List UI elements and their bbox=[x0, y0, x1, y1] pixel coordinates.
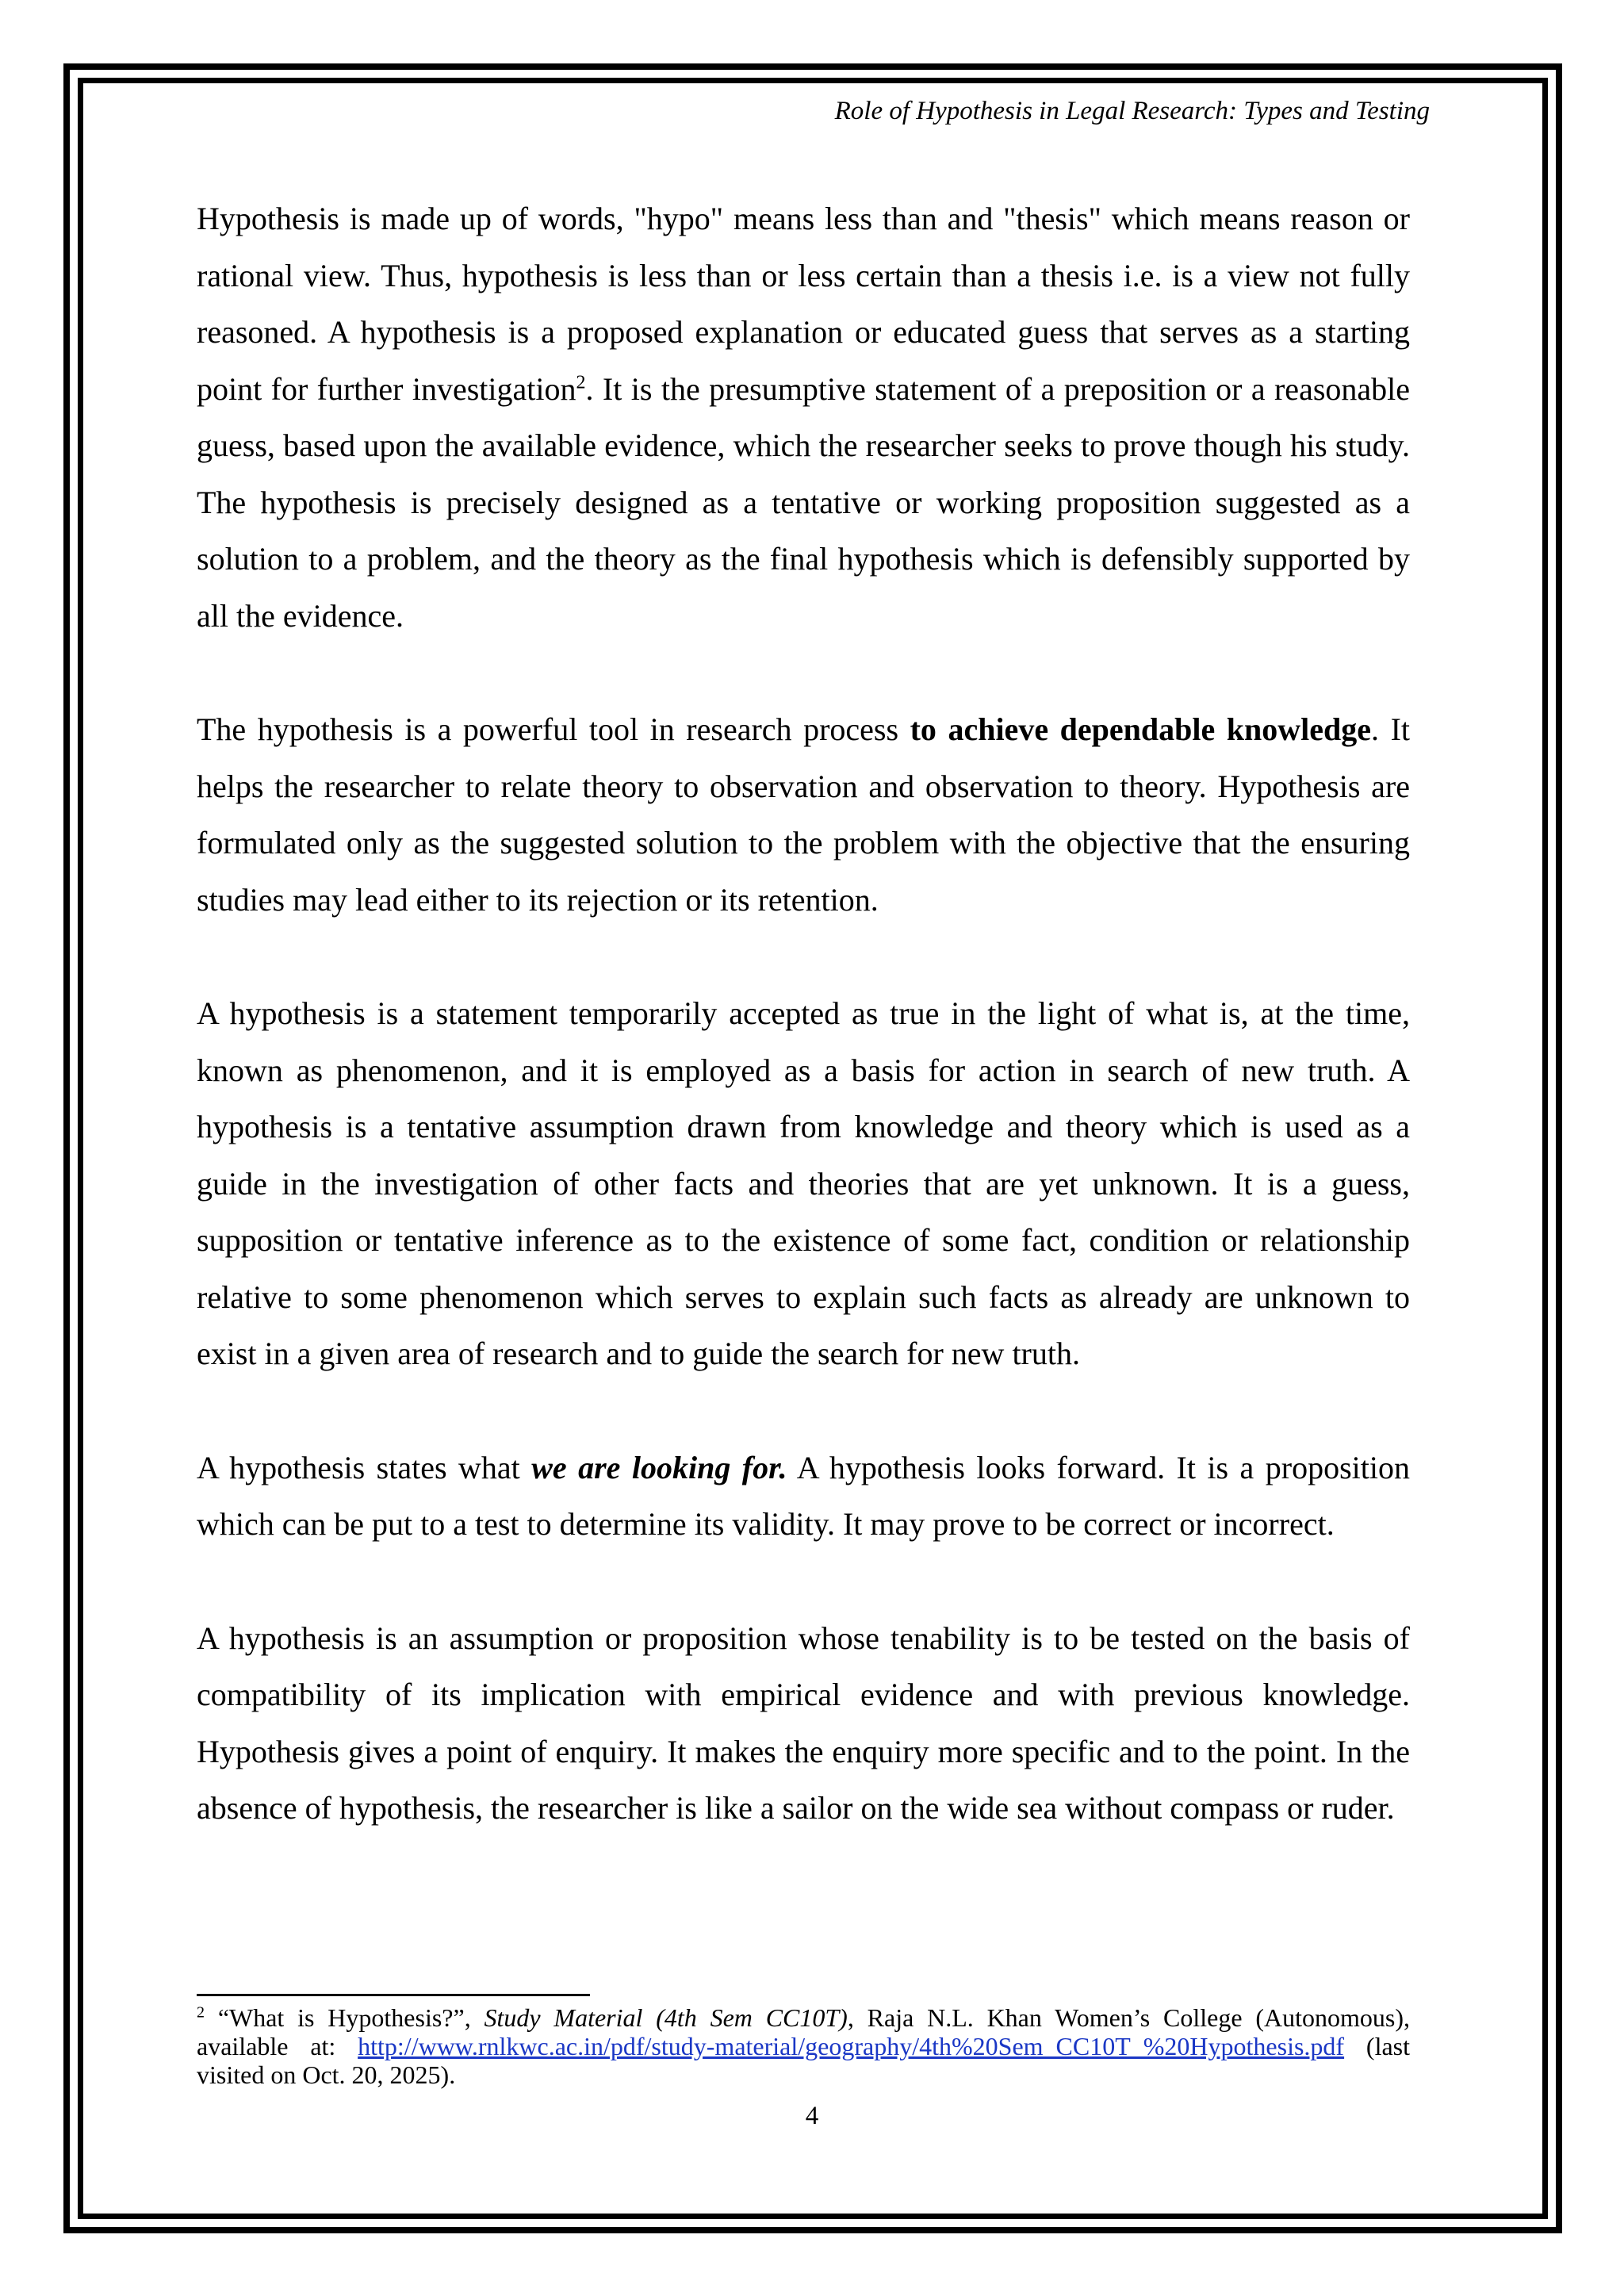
paragraph-4 bbox=[197, 1439, 1410, 1553]
paragraph-1 bbox=[197, 190, 1410, 644]
paragraph-4-emphasis: we are looking for. bbox=[531, 1449, 787, 1485]
footnote-separator bbox=[197, 1994, 590, 1996]
footnote-marker: 2 bbox=[197, 2003, 205, 2022]
paragraph-5: A hypothesis is an assumption or proposition whose tenability is to be tested on the basis of compatibility of its implication with empirical evidence and with previous knowledge. Hypothesis gives a point of enquiry. It makes the enquiry more specific and to the point. In the absence of hypothesis, the researcher is like a sailor on the wide sea without compass or ruder. bbox=[197, 1619, 1410, 1826]
paragraph-2-text-a: The hypothesis is a powerful tool in research process bbox=[197, 711, 910, 747]
paragraph-2-bold-phrase: to achieve dependable knowledge bbox=[910, 711, 1372, 747]
paragraph-4-text-a: A hypothesis states what bbox=[197, 1449, 532, 1485]
footnote-link[interactable]: http://www.rnlkwc.ac.in/pdf/study-material/geography/4th%20Sem_CC10T_%20Hypothesis.pdf bbox=[358, 2032, 1345, 2060]
footnote bbox=[197, 2003, 1410, 2089]
footnote-visited: (last visited on Oct. 20, 2025). bbox=[197, 2032, 1410, 2089]
paragraph-1-text-b: . It is the presumptive statement of a preposition or a reasonable guess, based upon the available evidence, which the researcher seeks to prove though his study. The hypothesis is precisely designed as a tentative or working proposition suggested as a solution to a problem, and the theory as the final hypothesis which is defensibly supported by all the evidence. bbox=[197, 370, 1411, 634]
paragraph-2 bbox=[197, 701, 1410, 928]
footnote-reference[interactable]: 2 bbox=[576, 372, 586, 393]
running-header: Role of Hypothesis in Legal Research: Types and Testing bbox=[834, 97, 1430, 125]
paragraph-1-text-a: Hypothesis is made up of words, "hypo" means less than and "thesis" which means reason or rational view. Thus, hypothesis is less than or less certain than a thesis i.e. is a view not fully reasoned. A hypothesis is a proposed explanation or educated guess that serves as a starting point for further investigation bbox=[197, 201, 1410, 407]
footnote-title: “What is Hypothesis?”, bbox=[205, 2003, 485, 2032]
page-number: 4 bbox=[805, 2102, 819, 2130]
footnote-institution: , Raja N.L. Khan Women’s College (Autonomous), available at: bbox=[197, 2003, 1410, 2060]
paragraph-2-text-b: . It helps the researcher to relate theory to observation and observation to theory. Hypothesis are formulated only as the suggested solution to the problem with the objective that the ensuring studies may lead either to its rejection or its retention. bbox=[197, 711, 1410, 918]
paragraph-4-text-b: A hypothesis looks forward. It is a proposition which can be put to a test to determine its validity. It may prove to be correct or incorrect. bbox=[197, 1449, 1410, 1542]
paragraph-3: A hypothesis is a statement temporarily accepted as true in the light of what is, at the time, known as phenomenon, and it is employed as a basis for action in search of new truth. A hypothesis is a tentative assumption drawn from knowledge and theory which is used as a guide in the investigation of other facts and theories that are yet unknown. It is a guess, supposition or tentative inference as to the existence of some fact, condition or relationship relative to some phenomenon which serves to explain such facts as already are unknown to exist in a given area of research and to guide the search for new truth. bbox=[197, 995, 1410, 1371]
footnote-source: Study Material (4th Sem CC10T) bbox=[484, 2003, 848, 2032]
body-text bbox=[197, 190, 1410, 1894]
